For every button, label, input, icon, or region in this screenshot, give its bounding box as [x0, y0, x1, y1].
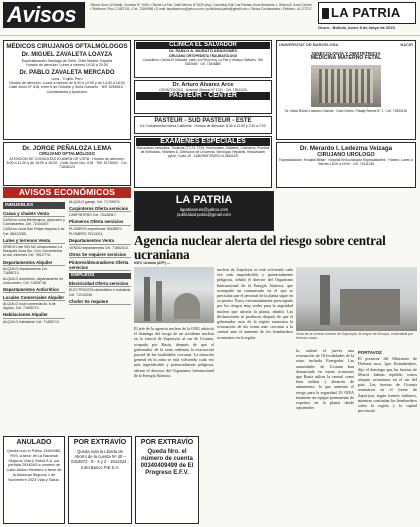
article-headline: Agencia nuclear alerta del riesgo sobre central ucraniana — [134, 233, 386, 262]
page-header — [0, 0, 420, 36]
ad-title: Dr. Arturo Alvarez Arce — [172, 82, 234, 88]
photo-shape — [144, 277, 150, 321]
article-photo — [134, 267, 214, 323]
ad-lines: ATENCIÓN DE CONSULTAS EXAMEN DE VISTA · Horario de atención: 8:00 a 11:30 y de 15:00 a 18:00 · Calle Junín Nro. 618 · Telf. 5276000 · Cel. 71848123 — [6, 156, 128, 170]
hours: Horario de atención: Lunes a viernes de 8:30 a 12:00 y de 14:30 a 18:00 — [9, 81, 125, 85]
photo-shape — [156, 281, 162, 321]
classified-ad: PLOMERO 75113211 — [69, 232, 103, 237]
photo-shape — [340, 289, 400, 325]
ad-dental — [134, 80, 272, 114]
ad-penaloza — [3, 142, 131, 186]
building-photo — [311, 65, 381, 107]
ad-examenes-especiales — [134, 136, 272, 188]
org-logos — [279, 43, 413, 48]
article-column: El jefe de la agencia nuclear de la ONU advirtió el domingo del riesgo de un accidente nuclear en la central de Zaporiyia, al sur de Ucrania, ocupada por Rusia, después de que el gobernador de la zona ordenara la evacuación parcial de las localidades cercanas. La situación general en la zona se está volviendo cada vez más impredecible y potencialmente peligrosa, afirmó el director del Organismo Internacional de la Energía Atómica. — [134, 326, 214, 378]
org-logo: NACIR — [400, 42, 413, 47]
ad-body: Queda nulo el Pólizo 12659480, RVS, a favor de La Nacional Seguros Vida y Salud S.A. por pérdida 29340AS a nombre de Justo Abdon Medrano a favor de la Nacional Seguros 1 de Noviembre 2023 Vida y Salud. — [6, 449, 62, 482]
ad-title: ANULADO — [16, 439, 52, 446]
article-column — [358, 348, 417, 524]
ad-clinica-el-salvador — [134, 40, 272, 78]
classified-category: Departamentos Anticrético — [3, 287, 65, 293]
ad-title: EXAMENES ESPECIALES — [136, 138, 270, 146]
classified-ad: ALQUILO garaje, Cel. 71709074. — [69, 200, 121, 204]
classified-category: Electricidad Oferta servicios — [69, 281, 131, 287]
ad-title: GINECOLOGÍA Y OBSTETRICIA — [311, 50, 381, 56]
ad-pasteur — [134, 116, 272, 134]
email-link[interactable]: lapatriaoruro@yahoo.com — [179, 206, 229, 212]
dateline: Oruro - Bolivia, lunes 8 de mayo de 2023 — [318, 25, 395, 30]
classified-category: Chofer Se requiere — [69, 299, 131, 305]
ad-ginecologia — [276, 40, 416, 140]
ad-body: Queda nula la Libreta de Ahorro de la cuenta Nº 40 – 0416072 - 9 - 4 y 2 - 1641434 - 3 del Banco FIE S.A. — [71, 449, 129, 470]
doctor-name: Dr. PABLO A. MORATÓ ARAGONÉS — [169, 48, 237, 53]
article-paragraph: El portavoz del Ministerio de Defensa ruso, Igor Konashenkov, dijo el domingo que las fuerzas de Moscú habían repelido varios ataques ucranianos en el sur del país. Las fuerzas de Ucrania avanzaron en el frente de Zaporiyia, según fuentes militares, mientras continúan los bombardeos sobre la región y la capital provincial. — [358, 356, 417, 414]
ad-anulado — [3, 436, 65, 524]
classified-category: Pintores/decoradores Oferta servicios — [69, 260, 131, 271]
classified-ad: ALQUILO local comercial Av. 6 de Agosto, Cel. 71655713. — [3, 302, 56, 311]
address: Calle Junín N° 618, entre 6 de Octubre y Soria Galvarro · Telf. 5255515 · Cochabamba y Ayacucho — [9, 85, 125, 94]
doctor-spec: CIRUJANO OFTALMÓLOGO — [39, 151, 95, 157]
classified-ad: ALQUILO habitación Cel. 71455713. — [3, 319, 60, 324]
ad-lines: Ex Cochabamba Nueva California · Horario de Atención: 8:30 a 12:00 y 2:30 a 7:00 — [140, 123, 266, 128]
classified-ad: VENDO departamento Cel. 71852413. — [69, 245, 129, 250]
ad-title: POR EXTRAVÍO — [73, 439, 127, 446]
classified-category: Departamentos Venta — [69, 238, 131, 244]
ad-body: Queda Nro. el número de cuenta 00340409499 de El Progreso E.F.V. — [140, 449, 194, 477]
classified-category: Lotes y terrenos Venta — [3, 238, 65, 244]
logo-text: LA PATRIA — [331, 5, 401, 20]
ad-ledezma — [276, 142, 416, 188]
avisos-economicos-band: AVISOS ECONÓMICOS — [3, 187, 131, 198]
classified-section-header: EMPLEOS — [69, 273, 131, 280]
la-patria-contact-box — [134, 191, 274, 231]
classified-ad: ALQUILO departamento Cel. 71655713. — [3, 266, 48, 275]
ad-lines: Consultorio: Clínica El Salvador, calle Los Pinos esq. La Paz y Velasco Galvarro. Telf. 5262666 · Cel. 71846880 — [142, 57, 264, 66]
hours: Horario de atención: Lunes a viernes 14:30 a 20:00 — [26, 63, 108, 68]
ad-medicos-oftalmologos — [3, 40, 131, 140]
classified-ad: ALQUILO dormitorio, departamento en zona centro, Cel. 71525718. — [3, 276, 64, 285]
classified-category: Carpinteros Oferta servicios — [69, 206, 131, 212]
ad-lines: ODONTÓLOGO · Avenida Villaroel N° 1011 · Cel. 73541115 — [159, 88, 247, 93]
ad-lines: Especialización: Hospital Militar · Hospital Endourológico Especialidades · Horario: Lunes a Viernes 15:00 a 19:00 · Cel. 72411245 — [279, 158, 413, 167]
ad-lines: Dr. Mario Rubén Lizarazu Ovando · Gran Centro, Pasaje Ramos N° 1 · Cel. 71893118 — [285, 108, 407, 113]
photo-shape — [174, 293, 200, 319]
la-patria-logo — [318, 2, 416, 24]
logo-mark-icon — [322, 8, 329, 19]
reactor-photo — [296, 267, 417, 331]
box-title: LA PATRIA — [175, 194, 233, 206]
classified-ad: CASA en zona San Felipe esquina 4 av. Cel. 68412285. — [3, 227, 65, 236]
ad-lines: Marcadores tumorales, Tiroideas (T3-T4-TSH), Hormonales, Diabetes, Colesterol, Pruebas de Embarazo, Vitamina D, Detección de Leucemia, Serología, Hepatitis, Helicobacter pylori, Covid-19 · LABORATORIOS GLOBALES — [136, 146, 270, 159]
doctor-spec: CIRUJANO ORTOPEDISTA TRAUMATÓLOGO — [168, 53, 238, 58]
classified-ad: PLOMERO experiencia 76438571 — [69, 226, 122, 231]
photo-shape — [320, 275, 330, 325]
classified-category: Casas y chalets Venta — [3, 211, 65, 217]
classified-ad: CARPINTERO Cel. 70445317. — [69, 213, 117, 218]
classified-category: Otros Se requiere servicios — [69, 252, 131, 258]
org-logo: UNIVERSITAT DE BARCELONA — [279, 42, 339, 47]
classified-ad: VENDO Lote 900 M2 Urbanización La Ranquita Zona Sur, Con. Documentos al día, Informes Cel. 70517711. — [3, 244, 63, 258]
ad-title: POR EXTRAVÍO — [140, 439, 194, 446]
ad-banner: PASTEUR - CENTER — [136, 92, 270, 100]
classifieds-column-1 — [3, 200, 65, 432]
ad-subtitle: MEDICINA MATERNO FETAL — [310, 54, 382, 61]
ad-title: MÉDICOS CIRUJANOS OFTALMÓLOGOS — [6, 43, 128, 50]
doctor-spec: Lima - Trujillo, Perú — [51, 76, 83, 81]
doctor-spec: Especialización Santiago de Chile, Chile Madrid, España — [21, 58, 113, 63]
classified-category: Departamentos Alquiler — [3, 260, 65, 266]
doctor-spec: CIRUJANO UROLOGO — [317, 152, 375, 159]
classified-ad: CASA en zona Weidmapos, Ayacucho y Cochabamba, Cel. 72444407. — [3, 217, 65, 226]
article-column: nuclear de Zaporiyia se está volviendo cada vez más impredecible y potencialmente peligrosa, señaló el director del Organismo Internacional de la Energía Atómica, que acompañó un comunicado en el que se precisaba que el personal de la planta sigue en su puesto. Estoy extremadamente preocupado por los riesgos muy reales para la seguridad nuclear que afronta la planta, añadió. Las declaraciones se producen después de que el gobernador ruso de la región anunciara la evacuación de las zonas más cercanas a la central ante el aumento de los bombardeos ucranianos en la región. — [217, 267, 293, 340]
classified-category: Habitaciones Alquiler — [3, 312, 65, 318]
classifieds-column-2 — [69, 200, 131, 432]
photo-caption: Vista de la central nuclear de Zaporiyia, la mayor de Europa, controlada por fuerzas rusas. — [296, 332, 414, 341]
doctor-name: Dr. Merardo I. Ledezma Veizaga — [299, 145, 393, 152]
article-subhead: PORTAVOZ — [358, 350, 382, 355]
section-masthead: Avisos — [3, 2, 85, 28]
article-byline: KIEV, Ucrania (AFP) — — [134, 261, 171, 265]
doctor-name: Dr. MIGUEL ZAVALETA LOAYZA — [21, 52, 113, 58]
classified-category: Locales Comerciales Alquiler — [3, 295, 65, 300]
article-column: la, ordenó el jueves una evacuación de 18 localidades de la zona, incluida Energodar. Las autoridades de Ucrania han denunciado en varias ocasiones que Rusia utiliza la central como base militar y almacén de armamento, lo que aumenta el riesgo para la seguridad. El OIEA mantiene un equipo permanente de expertos en la planta desde septiembre. — [296, 348, 354, 411]
classified-category: Plomeros Oferta servicios — [69, 219, 131, 225]
email-link[interactable]: publicidad.patria@gmail.com — [177, 211, 231, 217]
classified-ad: ELECTRICISTA domiciliario e industrial, Cel. 71216345. — [69, 288, 131, 297]
ad-por-extravio-1 — [68, 436, 132, 524]
doctor-name: Dr. PABLO ZAVALETA MERCADO — [19, 69, 115, 76]
ad-title: CLINICA EL SALVADOR — [136, 42, 270, 49]
doctor-name: Dr. JORGE PEÑALOZA LEMA — [22, 145, 112, 152]
classified-section-header: INMUEBLES — [3, 202, 65, 209]
ad-title: PASTEUR - SUD PASTEUR - ESTE — [154, 118, 252, 124]
contact-info: Oficina Oruro (Central): Corrales N° 1063 • Oficina La Paz: Calle Mexico N°1633 (esq. Colombia) Edif. Las Palmas Lima Mezanina 1. Oficina 8. Zona Central • Teléfonos: Piso 2 2487131 • Cel: 71569996 • E-mail: lapatriaoruro@yahoo.com • publicidad.patria@gmail.com • Oficina Cochabamba • Teléfono: 44 373717 — [90, 3, 312, 11]
